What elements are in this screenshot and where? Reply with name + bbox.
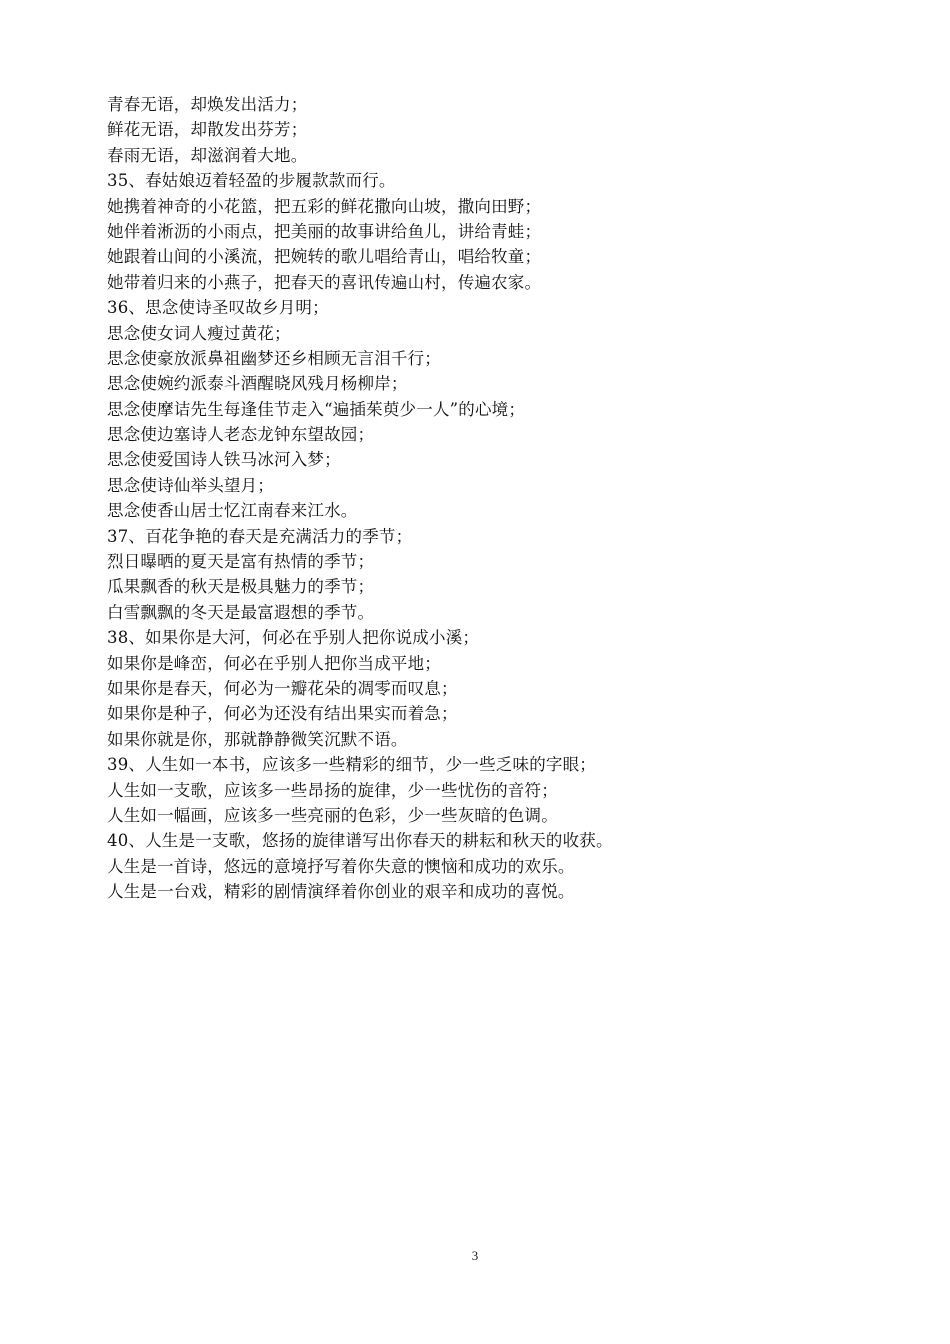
- text-line: 37、百花争艳的春天是充满活力的季节；: [107, 526, 413, 546]
- text-line: 她伴着淅沥的小雨点，把美丽的故事讲给鱼儿，讲给青蛙；: [107, 221, 542, 241]
- text-line: 39、人生如一本书，应该多一些精彩的细节，少一些乏味的字眼；: [107, 755, 596, 775]
- text-line: 人生如一支歌，应该多一些昂扬的旋律，少一些忧伤的音符；: [107, 780, 558, 800]
- text-line: 人生如一幅画，应该多一些亮丽的色彩，少一些灰暗的色调。: [107, 805, 558, 825]
- text-line: 瓜果飘香的秋天是极具魅力的季节；: [107, 577, 375, 597]
- text-line: 人生是一台戏，精彩的剧情演绎着你创业的艰辛和成功的喜悦。: [107, 882, 575, 902]
- text-line: 人生是一首诗，悠远的意境抒写着你失意的懊恼和成功的欢乐。: [107, 856, 575, 876]
- page-number: 3: [471, 1248, 479, 1263]
- text-line: 白雪飘飘的冬天是最富遐想的季节。: [107, 602, 375, 622]
- text-line: 如果你是春天，何必为一瓣花朵的凋零而叹息；: [107, 678, 458, 698]
- text-line: 40、人生是一支歌，悠扬的旋律谱写出你春天的耕耘和秋天的收获。: [107, 831, 613, 851]
- text-line: 青春无语，却焕发出活力；: [107, 95, 308, 114]
- text-line: 她携着神奇的小花篮，把五彩的鲜花撒向山坡，撒向田野；: [107, 196, 542, 216]
- document-body: [107, 92, 847, 905]
- text-line: 鲜花无语，却散发出芬芳；: [107, 120, 308, 140]
- text-line: 她跟着山间的小溪流，把婉转的歌儿唱给青山，唱给牧童；: [107, 247, 542, 267]
- text-line: 38、如果你是大河，何必在乎别人把你说成小溪；: [107, 628, 480, 648]
- text-line: 春雨无语，却滋润着大地。: [107, 145, 308, 165]
- text-line: 思念使摩诘先生每逢佳节走入“遍插茱萸少一人”的心境；: [107, 399, 526, 419]
- text-line: 思念使香山居士忆江南春来江水。: [107, 501, 358, 521]
- text-line: 如果你是峰峦，何必在乎别人把你当成平地；: [107, 653, 441, 673]
- text-line: 35、春姑娘迈着轻盈的步履款款而行。: [107, 171, 396, 191]
- text-line: 烈日曝晒的夏天是富有热情的季节；: [107, 552, 375, 572]
- text-line: 思念使爱国诗人铁马冰河入梦；: [107, 450, 341, 470]
- text-line: 思念使豪放派鼻祖幽梦还乡相顾无言泪千行；: [107, 348, 441, 368]
- text-line: 36、思念使诗圣叹故乡月明；: [107, 298, 329, 318]
- text-line: 思念使婉约派泰斗酒醒晓风残月杨柳岸；: [107, 374, 408, 394]
- text-line: 如果你就是你，那就静静微笑沉默不语。: [107, 729, 408, 749]
- text-line: 思念使边塞诗人老态龙钟东望故园；: [107, 425, 375, 445]
- text-line: 思念使诗仙举头望月；: [107, 475, 274, 495]
- text-line: 如果你是种子，何必为还没有结出果实而着急；: [107, 704, 458, 724]
- text-line: 思念使女词人瘦过黄花；: [107, 323, 291, 343]
- text-line: 她带着归来的小燕子，把春天的喜讯传遍山村，传遍农家。: [107, 272, 542, 292]
